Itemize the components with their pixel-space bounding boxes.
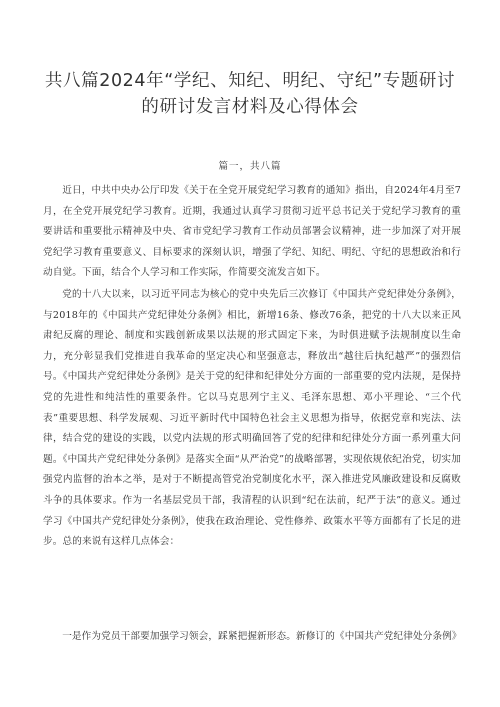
- section-heading: 篇一，共八篇: [218, 161, 282, 172]
- paragraph-body: 党的十八大以来，以习近平同志为核心的党中央先后三次修订《中国共产党纪律处分条例》，与2018年的《中国共产党纪律处分条例》相比，新增16条、修改76条，把党的十八大以来正风肃纪反腐的理论、制度和实践创新成果以法规的形式固定下来，为时俱进赋予法规制度以生命力，充分彰显我们党推进自我革命的坚定决心和坚强意志，释放出“越往后执纪越严”的强烈信号。《中国共产党纪律处分条例》是关于党的纪律和纪律处分方面的一部重要的党内法规，是保持党的先进性和纯洁性的重要条件。它以马克思列宁主义、毛泽东思想、邓小平理论、“三个代表”重要思想、科学发展观、习近平新时代中国特色社会主义思想为指导，依据党章和宪法、法律，结合党的建设的实践，以党内法规的形式明确回答了党的纪律和纪律处分方面一系列重大问题。《中国共产党纪律处分条例》是落实全面“从严治党”的战略部署，实现依规依纪治党，切实加强党内监督的治本之举，是对于不断提高管党治党制度化水平，深入推进党风廉政建设和反腐败斗争的具体要求。作为一名基层党员干部，我清程的认识到“纪在法前，纪严于法”的意义。通过学习《中国共产党纪律处分条例》，使我在政治理论、党性修养、政策水平等方面都有了长足的进步。总的来说有这样几点体会：: [43, 289, 461, 548]
- paragraph-intro: 近日，中共中央办公厅印发《关于在全党开展党纪学习教育的通知》指出，自2024年4月至7月，在全党开展党纪学习教育。近期，我通过认真学习贯彻习近平总书记关于党纪学习教育的重要讲话和重要批示精神及中央、省市党纪学习教育工作动员部署会议精神，进一步加深了对开展党纪学习教育重要意义、目标要求的深刻认识，增强了学纪、知纪、明纪、守纪的思想政治和行动自觉。下面，结合个人学习和工作实际，作简要交流发言如下。: [43, 185, 461, 279]
- document-title: 共八篇2024年“学纪、知纪、明纪、守纪”专题研讨的研讨发言材料及心得体会: [44, 71, 456, 117]
- paragraph-point-one: 一是作为党员干部要加强学习领会，踩紧把握新形态。新修订的《中国共产党纪律处分条例》: [62, 631, 462, 642]
